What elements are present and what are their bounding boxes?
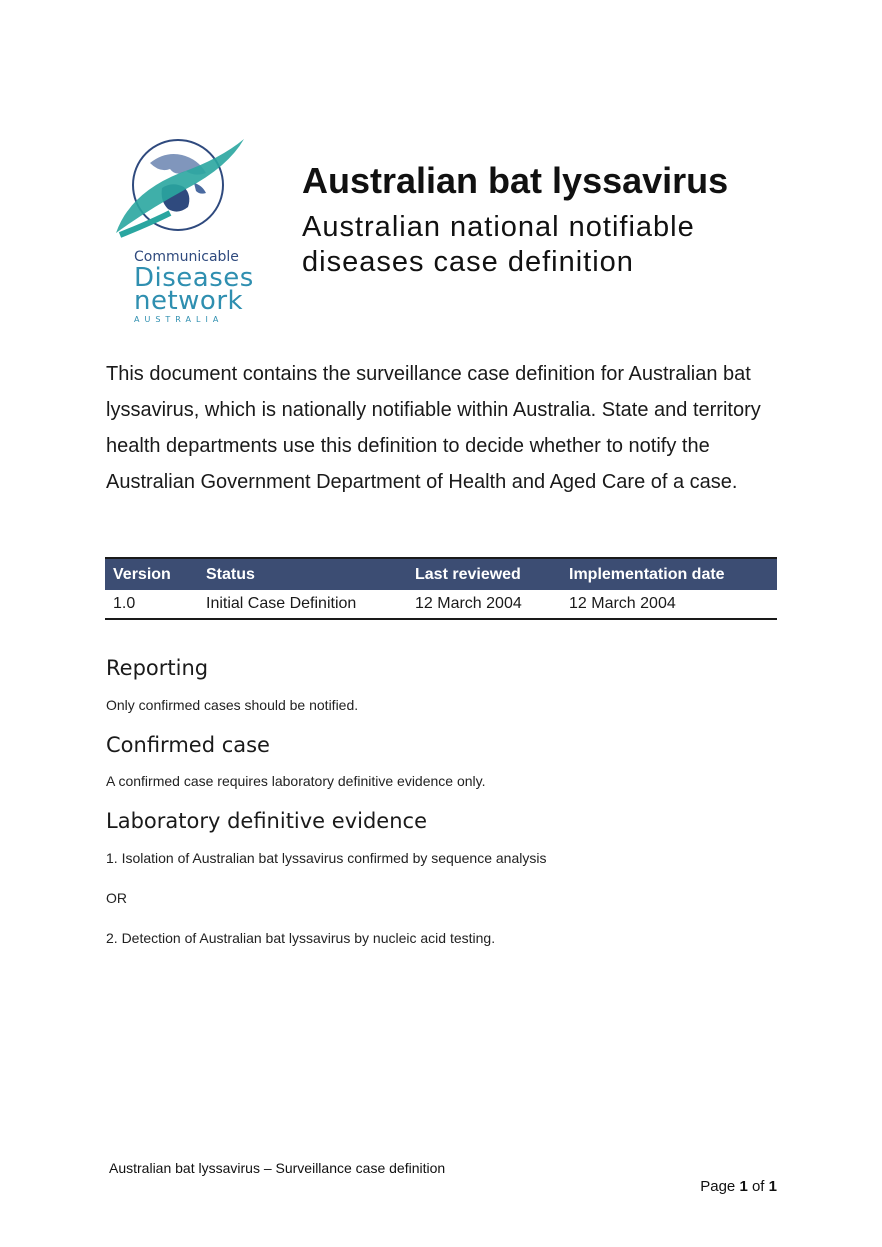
- page-of-label: of: [751, 1178, 765, 1195]
- lab-evidence-item-1: 1. Isolation of Australian bat lyssavirus confirmed by sequence analysis: [106, 850, 547, 866]
- logo-text-australia: AUSTRALIA: [134, 315, 224, 324]
- cell-implementation-date: 12 March 2004: [561, 590, 777, 619]
- version-table: [105, 557, 777, 620]
- logo-text-network: network: [134, 286, 244, 316]
- version-table-header-row: [105, 558, 777, 590]
- logo-text-communicable: Communicable: [134, 249, 239, 265]
- lab-evidence-or: OR: [106, 890, 127, 906]
- heading-laboratory-evidence: Laboratory definitive evidence: [106, 809, 427, 833]
- cell-status: Initial Case Definition: [198, 590, 407, 619]
- page-title: Australian bat lyssavirus: [302, 160, 729, 201]
- lab-evidence-item-2: 2. Detection of Australian bat lyssavirus by nucleic acid testing.: [106, 930, 496, 946]
- subtitle-line-1: Australian national notifiable: [302, 211, 695, 243]
- heading-confirmed-case: Confirmed case: [106, 733, 270, 757]
- header-implementation-date: Implementation date: [561, 558, 777, 590]
- cell-version: 1.0: [105, 590, 198, 619]
- logo-text-diseases: Diseases: [134, 263, 254, 293]
- page-subtitle: [302, 210, 802, 280]
- confirmed-case-text: A confirmed case requires laboratory definitive evidence only.: [106, 773, 486, 789]
- header-version: Version: [105, 558, 198, 590]
- footer-page-number: [700, 1178, 777, 1195]
- heading-reporting: Reporting: [106, 656, 209, 680]
- subtitle-line-2: diseases case definition: [302, 246, 634, 278]
- page-total: 1: [768, 1178, 777, 1195]
- intro-paragraph: This document contains the surveillance case definition for Australian bat lyssavirus, which is nationally notifiable within Australia. State and territory health departments use this definition to decide whether to notify the Australian Government Department of Health and Aged Care of a case.: [106, 363, 761, 493]
- table-row: [105, 590, 777, 619]
- footer-document-title: Australian bat lyssavirus – Surveillance case definition: [109, 1160, 446, 1176]
- globe-icon: [110, 133, 250, 253]
- cell-last-reviewed: 12 March 2004: [407, 590, 561, 619]
- header-status: Status: [198, 558, 407, 590]
- page-label: Page: [700, 1178, 736, 1195]
- page-current: 1: [739, 1178, 748, 1195]
- cdna-logo: [110, 133, 254, 328]
- reporting-text: Only confirmed cases should be notified.: [106, 697, 359, 713]
- header-last-reviewed: Last reviewed: [407, 558, 561, 590]
